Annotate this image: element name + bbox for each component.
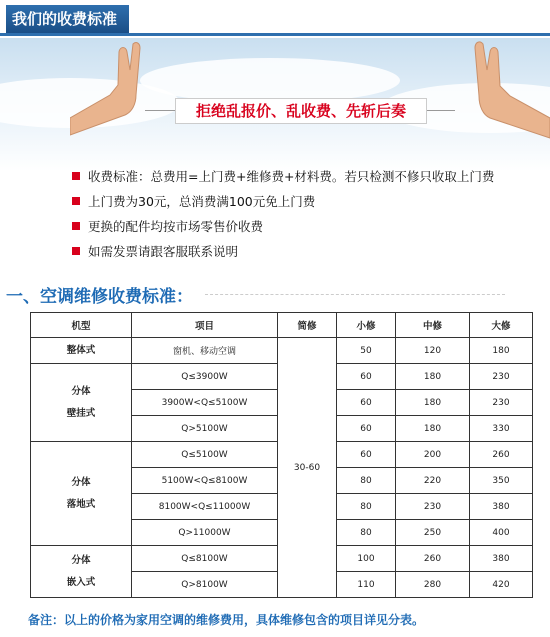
column-header: 项目 (132, 313, 278, 338)
medium-repair-cell: 230 (396, 494, 470, 520)
unit-type-cell (31, 546, 132, 598)
item-cell: Q≤5100W (132, 442, 278, 468)
large-repair-cell: 330 (470, 416, 533, 442)
small-repair-cell: 110 (337, 572, 396, 598)
small-repair-cell: 60 (337, 390, 396, 416)
small-repair-cell: 50 (337, 338, 396, 364)
unit-type-cell: 整体式 (31, 338, 132, 364)
header-title: 我们的收费标准 (6, 5, 129, 33)
column-header: 机型 (31, 313, 132, 338)
small-repair-cell: 60 (337, 442, 396, 468)
unit-type-cell (31, 442, 132, 546)
large-repair-cell: 380 (470, 546, 533, 572)
bullet-square-icon (72, 222, 80, 230)
slogan: 拒绝乱报价、乱收费、先斩后奏 (175, 98, 427, 124)
column-header: 小修 (337, 313, 396, 338)
large-repair-cell: 380 (470, 494, 533, 520)
header-divider (0, 33, 550, 36)
stop-hand-right-icon (445, 38, 550, 148)
column-header: 中修 (396, 313, 470, 338)
simple-repair-cell: 30-60 (278, 338, 337, 598)
item-cell: 窗机、移动空调 (132, 338, 278, 364)
unit-type-line: 分体 (71, 476, 91, 488)
medium-repair-cell: 180 (396, 364, 470, 390)
list-item (72, 188, 494, 213)
medium-repair-cell: 260 (396, 546, 470, 572)
medium-repair-cell: 220 (396, 468, 470, 494)
column-header: 大修 (470, 313, 533, 338)
rule-text: 收费标准：总费用=上门费+维修费+材料费。若只检测不修只收取上门费 (88, 168, 495, 184)
large-repair-cell: 230 (470, 390, 533, 416)
medium-repair-cell: 120 (396, 338, 470, 364)
list-item (72, 163, 494, 188)
bullet-square-icon (72, 197, 80, 205)
unit-type-line: 分体 (71, 554, 91, 566)
unit-type-line: 分体 (71, 385, 91, 397)
medium-repair-cell: 250 (396, 520, 470, 546)
small-repair-cell: 100 (337, 546, 396, 572)
small-repair-cell: 80 (337, 468, 396, 494)
footnote: 备注：以上的价格为家用空调的维修费用，具体维修包含的项目详见分表。 (28, 613, 425, 627)
small-repair-cell: 60 (337, 416, 396, 442)
item-cell: Q>11000W (132, 520, 278, 546)
rule-text: 如需发票请跟客服联系说明 (88, 243, 239, 259)
unit-type-line: 嵌入式 (66, 576, 96, 588)
list-item (72, 238, 494, 260)
large-repair-cell: 260 (470, 442, 533, 468)
medium-repair-cell: 200 (396, 442, 470, 468)
section-divider (205, 294, 505, 295)
section-title: 一、空调维修收费标准： (6, 287, 193, 307)
small-repair-cell: 80 (337, 494, 396, 520)
list-item (72, 213, 494, 238)
medium-repair-cell: 280 (396, 572, 470, 598)
large-repair-cell: 230 (470, 364, 533, 390)
item-cell: Q≤3900W (132, 364, 278, 390)
bullet-square-icon (72, 172, 80, 180)
fee-rules-list (72, 163, 494, 260)
stop-hand-left-icon (70, 40, 160, 140)
unit-type-line: 落地式 (66, 498, 96, 510)
item-cell: 8100W<Q≤11000W (132, 494, 278, 520)
large-repair-cell: 420 (470, 572, 533, 598)
medium-repair-cell: 180 (396, 390, 470, 416)
unit-type-line: 壁挂式 (66, 407, 96, 419)
small-repair-cell: 60 (337, 364, 396, 390)
small-repair-cell: 80 (337, 520, 396, 546)
header (0, 0, 550, 38)
large-repair-cell: 350 (470, 468, 533, 494)
bullet-square-icon (72, 247, 80, 255)
banner (0, 38, 550, 260)
item-cell: Q≤8100W (132, 546, 278, 572)
item-cell: 5100W<Q≤8100W (132, 468, 278, 494)
rule-text: 更换的配件均按市场零售价收费 (88, 218, 264, 234)
item-cell: 3900W<Q≤5100W (132, 390, 278, 416)
price-table (30, 312, 533, 598)
column-header: 简修 (278, 313, 337, 338)
table-row (31, 338, 533, 364)
large-repair-cell: 400 (470, 520, 533, 546)
rule-text: 上门费为30元，总消费满100元免上门费 (88, 193, 316, 209)
medium-repair-cell: 180 (396, 416, 470, 442)
item-cell: Q>8100W (132, 572, 278, 598)
item-cell: Q>5100W (132, 416, 278, 442)
table-header-row (31, 313, 533, 338)
large-repair-cell: 180 (470, 338, 533, 364)
cloud-decoration (140, 58, 400, 103)
unit-type-cell (31, 364, 132, 442)
